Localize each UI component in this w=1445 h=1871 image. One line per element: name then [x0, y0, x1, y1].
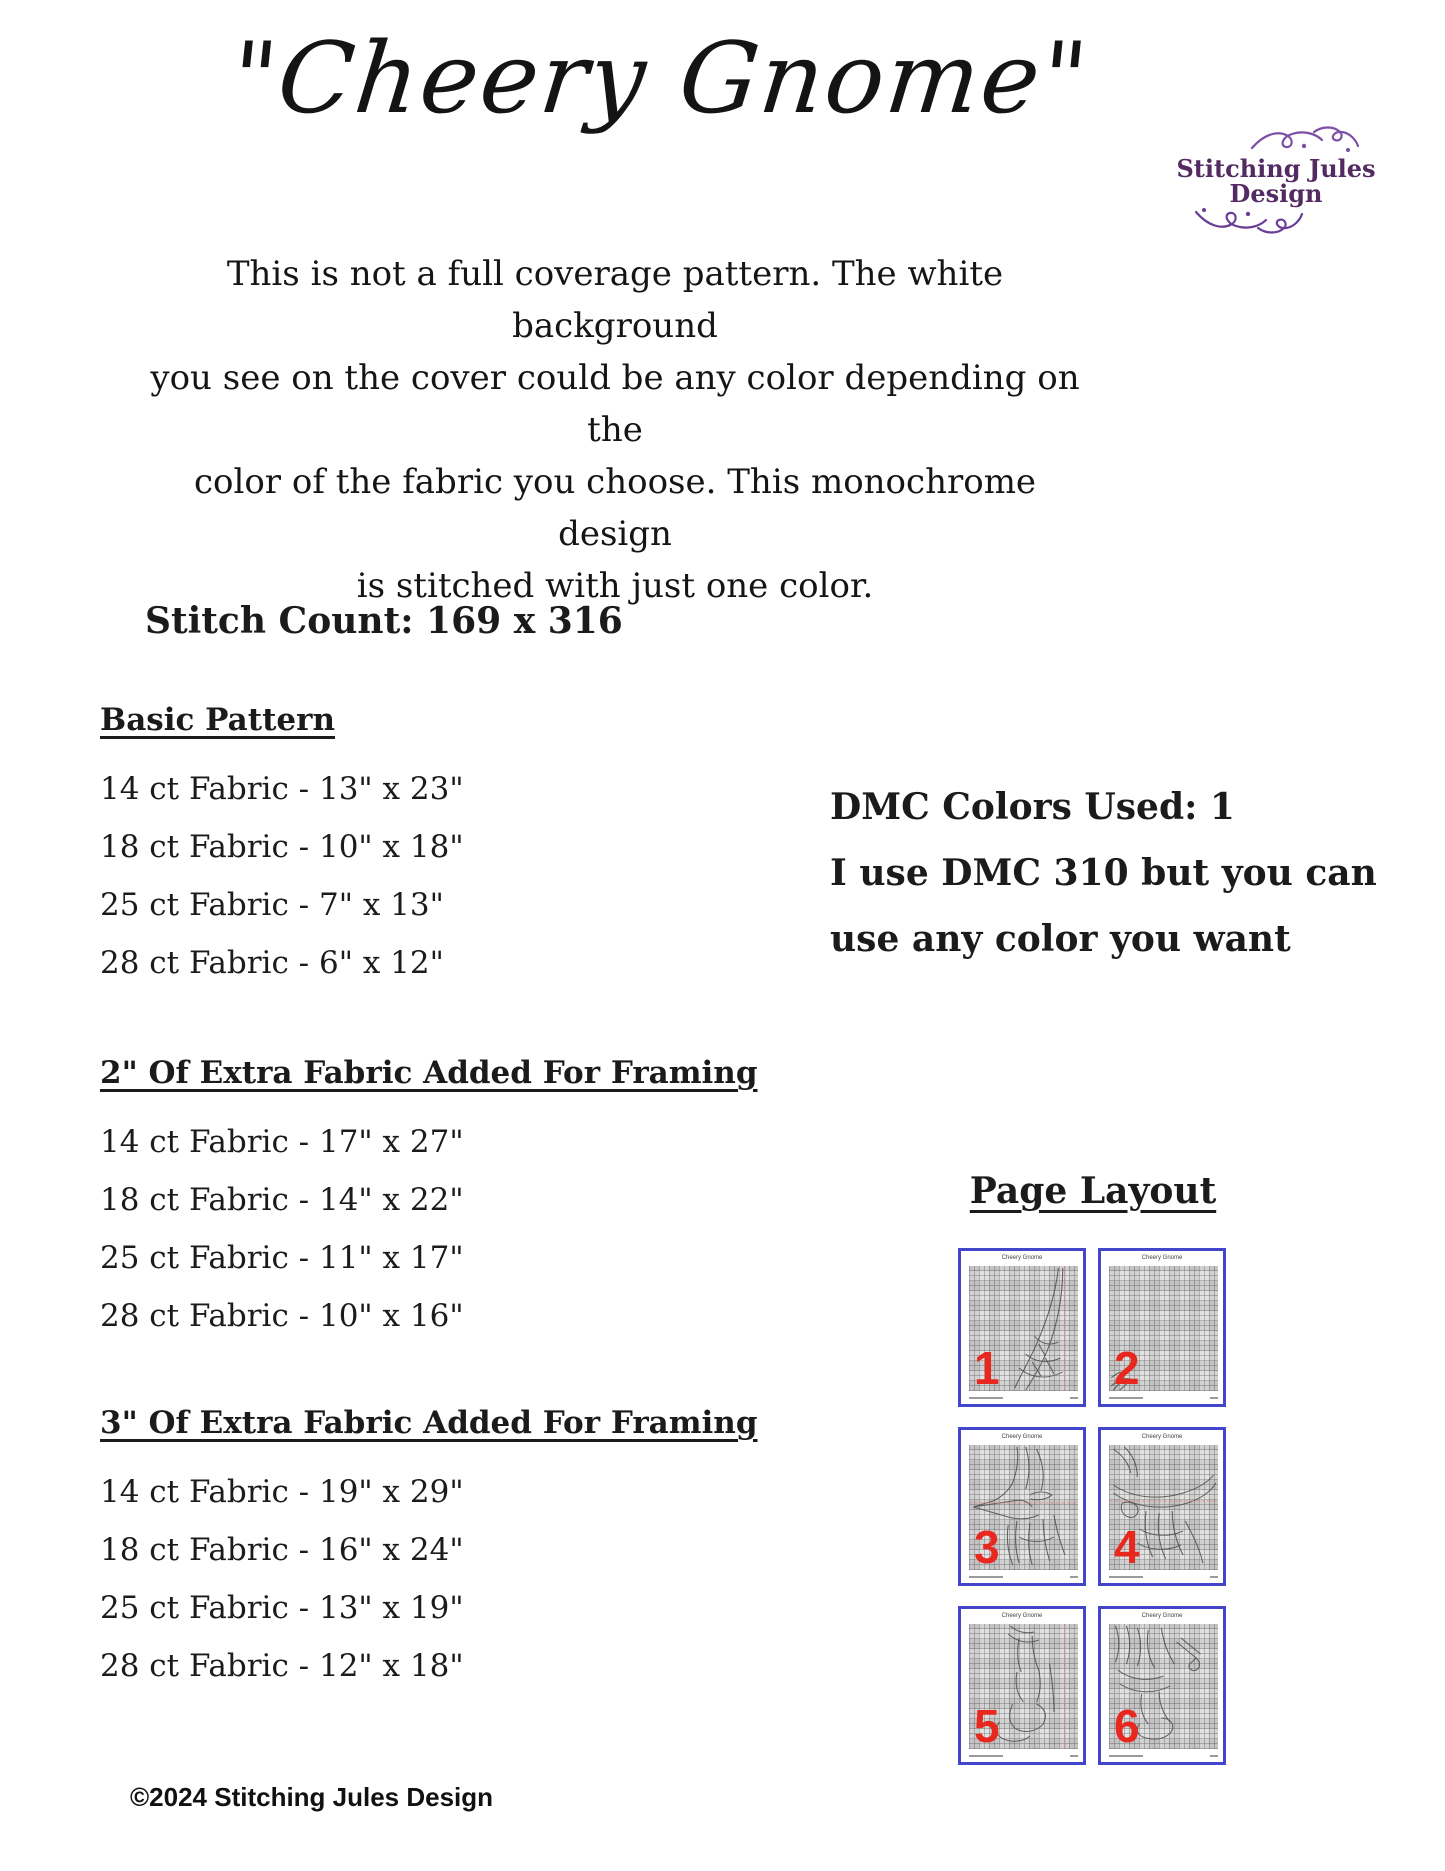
fabric-size-item: 14 ct Fabric - 19" x 29"	[100, 1474, 464, 1510]
section-2in-framing	[100, 1055, 758, 1345]
thumbnail-footer	[969, 1755, 1078, 1758]
thumbnail-title: Cheery Gnome	[1141, 1434, 1183, 1440]
pattern-grid	[969, 1445, 1078, 1573]
fabric-size-item: 14 ct Fabric - 13" x 23"	[100, 771, 464, 807]
pattern-grid	[969, 1266, 1078, 1394]
page-number: 6	[1114, 1700, 1140, 1752]
flourish-icon	[1244, 122, 1364, 156]
page-layout-heading: Page Layout	[969, 1170, 1217, 1212]
section-heading: 2" Of Extra Fabric Added For Framing	[100, 1055, 758, 1091]
brand-logo	[1148, 122, 1404, 238]
flourish-icon	[1188, 204, 1308, 238]
intro-paragraph	[140, 248, 1090, 612]
thumbnail-footer	[969, 1397, 1078, 1400]
dmc-line: DMC Colors Used: 1	[830, 786, 1235, 828]
fabric-size-item: 25 ct Fabric - 11" x 17"	[100, 1240, 464, 1276]
thumbnail-title: Cheery Gnome	[1001, 1613, 1043, 1619]
page-number: 1	[974, 1342, 1000, 1394]
section-3in-framing	[100, 1405, 758, 1695]
thumbnail-title: Cheery Gnome	[1001, 1434, 1043, 1440]
page-number: 5	[974, 1700, 1000, 1752]
page-number: 3	[974, 1521, 1000, 1573]
thumbnail-footer	[1109, 1576, 1218, 1579]
thumbnail-footer	[1109, 1397, 1218, 1400]
pattern-grid	[1109, 1624, 1218, 1752]
pattern-grid	[1109, 1266, 1218, 1394]
fabric-size-item: 25 ct Fabric - 7" x 13"	[100, 887, 444, 923]
pattern-grid	[1109, 1445, 1218, 1573]
copyright: ©2024 Stitching Jules Design	[130, 1782, 494, 1812]
dmc-line: use any color you want	[830, 918, 1291, 960]
fabric-size-item: 18 ct Fabric - 16" x 24"	[100, 1532, 464, 1568]
thumbnail-title: Cheery Gnome	[1141, 1255, 1183, 1261]
stitch-count: Stitch Count: 169 x 316	[145, 600, 623, 642]
fabric-size-item: 28 ct Fabric - 10" x 16"	[100, 1298, 464, 1334]
fabric-size-item: 28 ct Fabric - 12" x 18"	[100, 1648, 464, 1684]
pattern-grid	[969, 1624, 1078, 1752]
page-title: "Cheery Gnome"	[225, 22, 1095, 136]
page-number: 2	[1114, 1342, 1140, 1394]
page-layout-grid	[958, 1248, 1226, 1765]
intro-line: is stitched with just one color.	[356, 566, 874, 606]
fabric-size-item: 14 ct Fabric - 17" x 27"	[100, 1124, 464, 1160]
fabric-size-item: 25 ct Fabric - 13" x 19"	[100, 1590, 464, 1626]
section-heading: Basic Pattern	[100, 702, 335, 738]
dmc-line: I use DMC 310 but you can	[830, 852, 1377, 894]
thumbnail-title: Cheery Gnome	[1141, 1613, 1183, 1619]
fabric-size-item: 18 ct Fabric - 10" x 18"	[100, 829, 464, 865]
pattern-page-thumbnail	[958, 1248, 1086, 1407]
fabric-size-item: 18 ct Fabric - 14" x 22"	[100, 1182, 464, 1218]
thumbnail-footer	[1109, 1755, 1218, 1758]
pattern-page-thumbnail	[958, 1427, 1086, 1586]
pattern-page-thumbnail	[1098, 1248, 1226, 1407]
thumbnail-title: Cheery Gnome	[1001, 1255, 1043, 1261]
pattern-page-thumbnail	[1098, 1606, 1226, 1765]
intro-line: This is not a full coverage pattern. The white background	[226, 254, 1004, 346]
pattern-page-thumbnail	[958, 1606, 1086, 1765]
fabric-size-item: 28 ct Fabric - 6" x 12"	[100, 945, 444, 981]
thumbnail-footer	[969, 1576, 1078, 1579]
intro-line: you see on the cover could be any color depending on the	[150, 358, 1080, 450]
brand-name: Stitching Jules Design	[1176, 154, 1376, 209]
section-basic-pattern	[100, 702, 464, 992]
section-heading: 3" Of Extra Fabric Added For Framing	[100, 1405, 758, 1441]
intro-line: color of the fabric you choose. This monochrome design	[193, 462, 1037, 554]
pattern-page-thumbnail	[1098, 1427, 1226, 1586]
page-number: 4	[1114, 1521, 1140, 1573]
dmc-colors-info	[830, 774, 1390, 972]
